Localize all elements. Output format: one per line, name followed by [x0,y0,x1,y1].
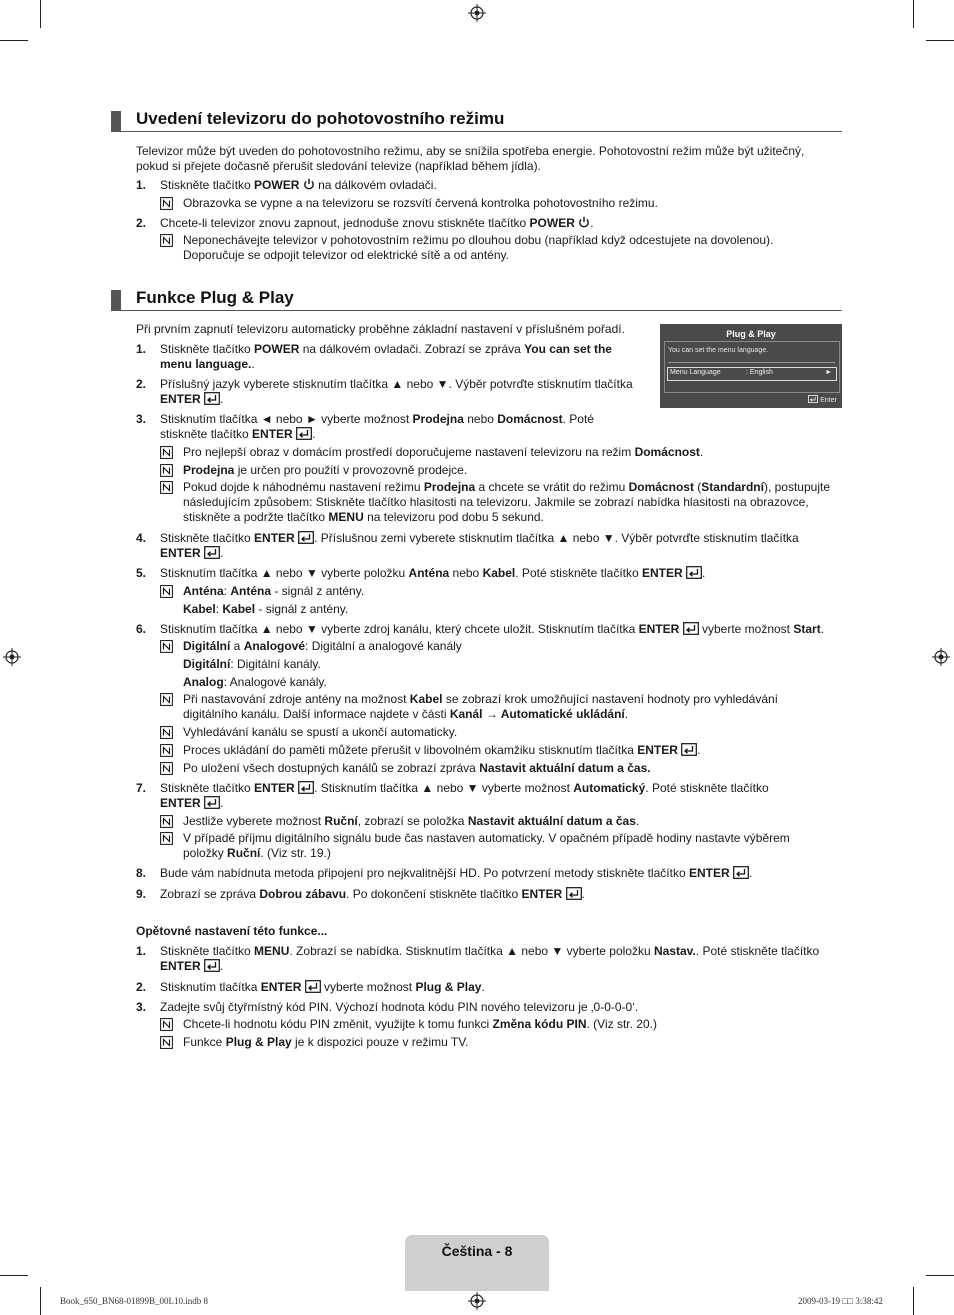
step-text: Stiskněte tlačítko MENU. Zobrazí se nabídka. Stisknutím tlačítka ▲ nebo ▼ vyberte položku Nastav.. Poté stiskněte tlačítko ENTER . [160,944,820,973]
crop-mark [913,0,914,28]
step-text: Bude vám nabídnuta metoda připojení pro nejkvalitnější HD. Po potvrzení metody stiskněte tlačítko ENTER . [160,866,753,880]
step-number: 8. [136,866,147,880]
note-icon [160,726,173,739]
osd-panel [664,341,840,393]
note-icon [160,762,173,775]
step-number: 2. [136,216,147,230]
step-number: 3. [136,1000,147,1014]
step-text: Chcete-li televizor znovu zapnout, jednoduše znovu stiskněte tlačítko POWER . [160,216,594,230]
step-number: 5. [136,566,147,580]
enter-icon [298,531,314,544]
enter-icon [566,887,582,900]
step-number: 9. [136,887,147,901]
note-icon [160,744,173,757]
note-icon [160,693,173,706]
crop-mark [913,1287,914,1315]
note-icon [160,1018,173,1031]
note-text: Kabel: Kabel - signál z antény. [183,602,349,616]
note-icon [160,815,173,828]
step-text: Stiskněte tlačítko POWER na dálkovém ovladači. [160,178,437,192]
note-text: V případě příjmu digitálního signálu bude čas nastaven automaticky. V opačném případě hodiny nastavte výběrem položky Ruční. (Viz str. 19.) [183,831,790,860]
osd-screen [660,324,842,408]
note-text: Chcete-li hodnotu kódu PIN změnit, využijte k tomu funkci Změna kódu PIN. (Viz str. 20.) [183,1017,657,1031]
note-text: Funkce Plug & Play je k dispozici pouze v režimu TV. [183,1035,469,1049]
note-text: Proces ukládání do paměti můžete přerušit v libovolném okamžiku stisknutím tlačítka ENTER . [183,743,701,757]
step-number: 4. [136,531,147,545]
osd-right-arrow-icon: ► [825,369,832,376]
step-text: Stiskněte tlačítko POWER na dálkovém ovladači. Zobrazí se zpráva You can set the menu language.. [160,342,612,371]
step-number: 1. [136,342,147,356]
crop-mark [0,40,28,41]
enter-icon [681,743,697,756]
step-text: Stisknutím tlačítka ◄ nebo ► vyberte možnost Prodejna nebo Domácnost. Poté stiskněte tlačítko ENTER . [160,412,594,441]
crop-mark [926,40,954,41]
note-icon [160,446,173,459]
enter-icon [298,781,314,794]
crop-mark [0,1275,28,1276]
enter-icon [808,395,818,403]
note-text: Obrazovka se vypne a na televizoru se rozsvítí červená kontrolka pohotovostního režimu. [183,196,658,210]
osd-divider [668,362,835,363]
section-title: Funkce Plug & Play [136,288,294,307]
note-text: Po uložení všech dostupných kanálů se zobrazí zpráva Nastavit aktuální datum a čas. [183,761,651,775]
note-text: Jestliže vyberete možnost Ruční, zobrazí se položka Nastavit aktuální datum a čas. [183,814,640,828]
crop-mark [40,0,41,28]
page-number-tab [405,1235,549,1291]
osd-enter-hint: Enter [808,395,837,404]
section-title: Uvedení televizoru do pohotovostního režimu [136,109,505,128]
enter-icon [683,622,699,635]
step-text: Zadejte svůj čtyřmístný kód PIN. Výchozí hodnota kódu PIN nového televizoru je ‚0-0-0-0‘. [160,1000,639,1014]
registration-mark-icon [3,648,21,666]
enter-icon [204,546,220,559]
step-number: 6. [136,622,147,636]
step-text: Stisknutím tlačítka ENTER vyberte možnost Plug & Play. [160,980,485,994]
note-text: Digitální: Digitální kanály. [183,657,321,671]
section-rule [111,131,842,132]
note-icon [160,464,173,477]
step-number: 1. [136,944,147,958]
step-text: Stiskněte tlačítko ENTER . Stisknutím tlačítka ▲ nebo ▼ vyberte možnost Automatický. Poté stiskněte tlačítko ENTER . [160,781,769,810]
note-icon [160,1036,173,1049]
subsection-heading: Opětovné nastavení této funkce... [136,924,328,938]
footer-left: Book_650_BN68-01899B_00L10.indb 8 [60,1296,209,1306]
step-text: Zobrazí se zpráva Dobrou zábavu. Po dokončení stiskněte tlačítko ENTER . [160,887,585,901]
registration-mark-icon [468,1292,486,1310]
osd-title: Plug & Play [726,329,776,339]
note-text: Pro nejlepší obraz v domácím prostředí doporučujeme nastavení televizoru na režim Domácnost. [183,445,704,459]
section-bar [111,111,121,131]
osd-row-label: Menu Language [670,369,721,376]
note-text: Pokud dojde k náhodnému nastavení režimu Prodejna a chcete se vrátit do režimu Domácnost (Standardní), postupujte následujícím způsobem: Stiskněte tlačítko hlasitosti na televizoru. Jakmile se zobrazí nabídka hlasitosti na obrazovce, stiskněte a podržte tlačítko MENU na televizoru pod dobu 5 sekund. [183,480,830,524]
registration-mark-icon [468,4,486,22]
step-number: 2. [136,980,147,994]
step-text: Stisknutím tlačítka ▲ nebo ▼ vyberte položku Anténa nebo Kabel. Poté stiskněte tlačítko ENTER . [160,566,706,580]
osd-row-value: : English [746,369,773,376]
note-icon [160,481,173,494]
note-icon [160,234,173,247]
note-text: Digitální a Analogové: Digitální a analogové kanály [183,639,462,653]
note-icon [160,832,173,845]
enter-icon [204,796,220,809]
step-text: Příslušný jazyk vyberete stisknutím tlačítka ▲ nebo ▼. Výběr potvrďte stisknutím tlačítka ENTER . [160,377,633,406]
step-number: 1. [136,178,147,192]
power-icon [303,178,315,191]
enter-icon [204,392,220,405]
step-text: Stisknutím tlačítka ▲ nebo ▼ vyberte zdroj kanálu, který chcete uložit. Stisknutím tlačítka ENTER vyberte možnost Start. [160,622,825,636]
crop-mark [926,1275,954,1276]
enter-icon [305,980,321,993]
osd-message: You can set the menu language. [668,347,769,354]
note-text: Neponechávejte televizor v pohotovostním režimu po dlouhou dobu (například když odcestujete na dovolenou). Doporučuje se odpojit televizor od elektrické sítě a od antény. [183,233,774,262]
step-number: 2. [136,377,147,391]
intro-paragraph: Televizor může být uveden do pohotovostního režimu, aby se snížila spotřeba energie. Pohotovostní režim může být užitečný, pokud si přejete dočasně přerušit sledování televize (například během jídla). [136,144,805,173]
enter-icon [686,566,702,579]
footer-right: 2009-03-19 □□ 3:38:42 [798,1296,883,1306]
note-text: Prodejna je určen pro použití v provozovně prodejce. [183,463,468,477]
section-bar [111,290,121,310]
enter-icon [204,959,220,972]
power-icon [578,216,590,229]
step-number: 7. [136,781,147,795]
note-icon [160,640,173,653]
osd-menu-language-row[interactable] [667,367,837,381]
section-rule [111,310,842,311]
note-icon [160,585,173,598]
enter-icon [733,866,749,879]
note-text: Vyhledávání kanálu se spustí a ukončí automaticky. [183,725,458,739]
enter-icon [296,427,312,440]
step-text: Stiskněte tlačítko ENTER . Příslušnou zemi vyberete stisknutím tlačítka ▲ nebo ▼. Výběr potvrďte stisknutím tlačítka ENTER . [160,531,799,560]
step-number: 3. [136,412,147,426]
crop-mark [40,1287,41,1315]
note-icon [160,197,173,210]
page-label: Čeština - 8 [441,1243,513,1259]
note-text: Anténa: Anténa - signál z antény. [183,584,365,598]
intro-paragraph: Při prvním zapnutí televizoru automaticky proběhne základní nastavení v příslušném pořadí. [136,322,625,336]
note-text: Při nastavování zdroje antény na možnost Kabel se zobrazí krok umožňující nastavení hodnoty pro vyhledávání digitálního kanálu. Další informace najdete v části Kanál → Automatické ukládání. [183,692,779,721]
registration-mark-icon [932,648,950,666]
note-text: Analog: Analogové kanály. [183,675,327,689]
